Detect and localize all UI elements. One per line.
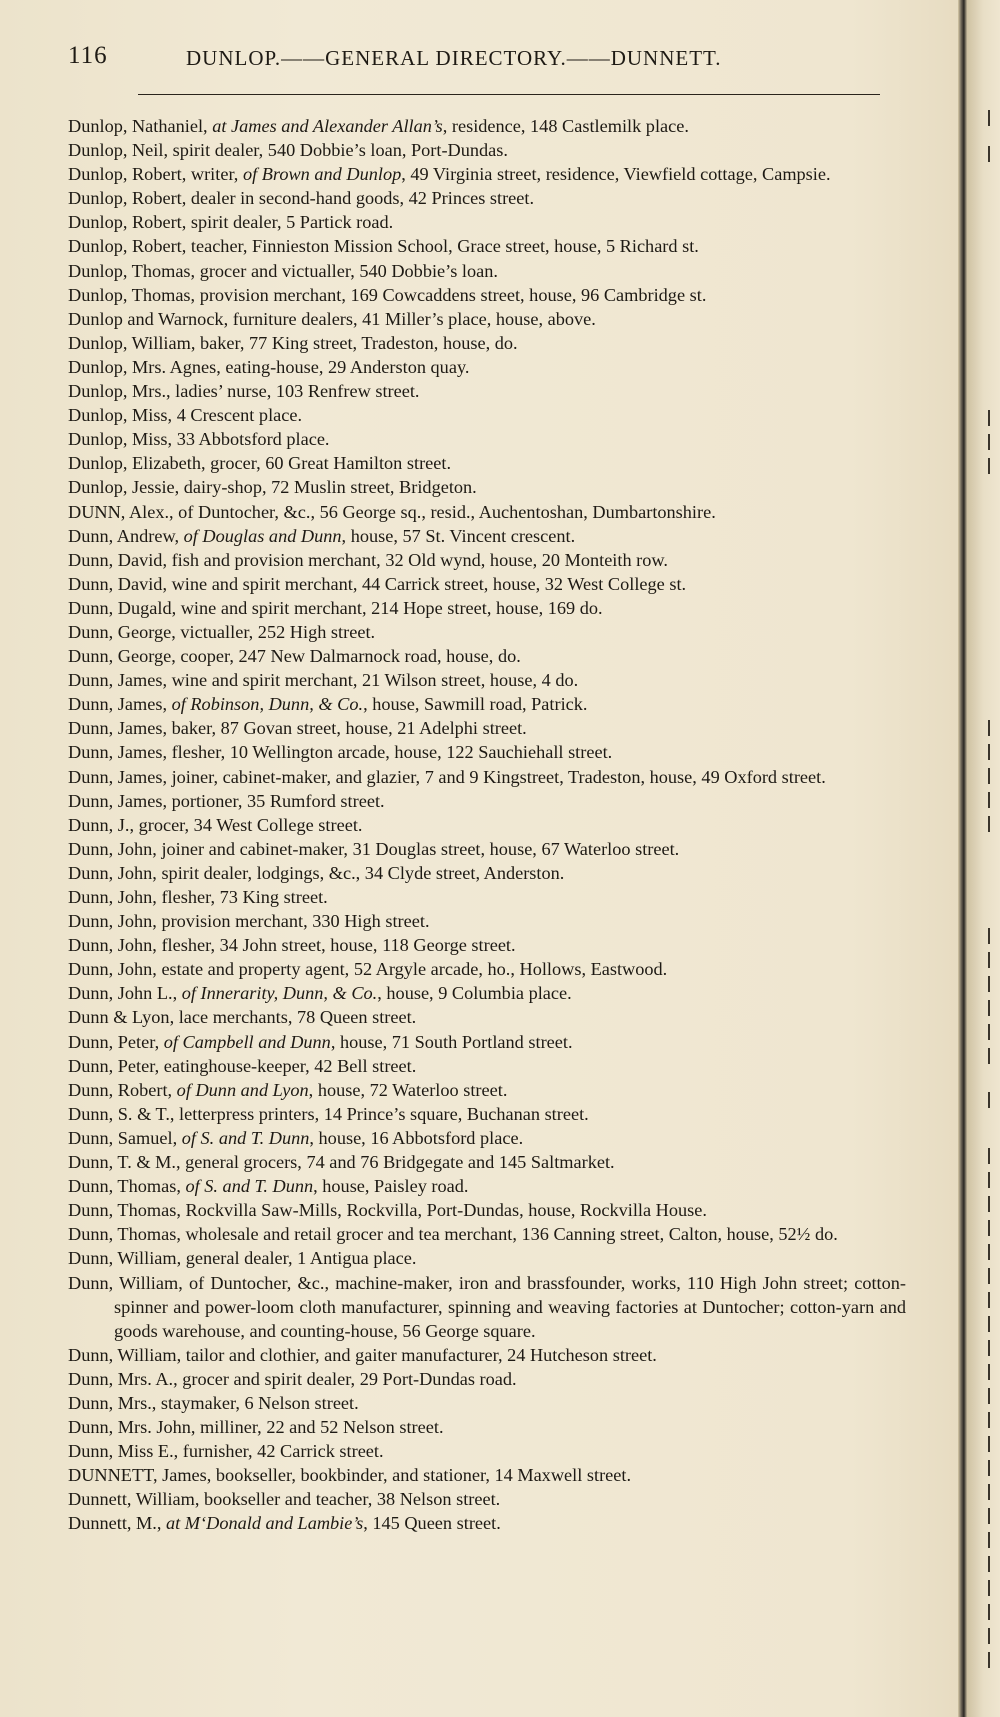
directory-entry — [68, 1391, 906, 1415]
entry-text: Dunn, John, provision merchant, 330 High street. — [68, 911, 430, 932]
entry-text: Dunn, John, estate and property agent, 52 Argyle arcade, ho., Hollows, Eastwood. — [68, 959, 668, 980]
entry-firm-italic: at James and Alexander Allan’s — [212, 116, 443, 136]
entry-text: Dunn, George, victualler, 252 High street. — [68, 621, 376, 642]
entry-text: Dunlop, Robert, teacher, Finnieston Mission School, Grace street, house, 5 Richard st. — [68, 236, 699, 257]
edge-mark — [988, 720, 998, 736]
edge-mark — [988, 1172, 998, 1188]
directory-entry — [68, 259, 906, 283]
directory-entry — [68, 1511, 906, 1535]
directory-entry — [68, 1246, 906, 1270]
directory-entry — [68, 885, 906, 909]
entry-text: Dunn, Thomas, Rockvilla Saw-Mills, Rockvilla, Port-Dundas, house, Rockvilla House. — [68, 1200, 707, 1221]
page-header — [68, 42, 878, 82]
directory-entry — [68, 1054, 906, 1078]
entry-text: Dunn, Andrew, — [68, 525, 184, 546]
entry-text-tail: , house, Paisley road. — [313, 1176, 469, 1197]
entry-firm-italic: of Douglas and Dunn — [183, 525, 342, 546]
entry-text: Dunn, James, wine and spirit merchant, 21 Wilson street, house, 4 do. — [68, 670, 579, 691]
entry-text: Dunlop, Miss, 4 Crescent place. — [68, 405, 303, 426]
entry-text: Dunn, James, baker, 87 Govan street, house, 21 Adelphi street. — [68, 718, 527, 739]
entry-text: Dunn, Miss E., furnisher, 42 Carrick street. — [68, 1441, 384, 1462]
header-rule — [138, 94, 880, 95]
directory-entry — [68, 500, 906, 524]
entry-text: Dunnett, M., — [68, 1513, 167, 1534]
directory-entry — [68, 1415, 906, 1439]
entry-text: Dunn, George, cooper, 247 New Dalmarnock road, house, do. — [68, 646, 521, 667]
edge-mark — [988, 458, 998, 474]
edge-mark — [988, 1244, 998, 1260]
directory-entry — [68, 1463, 906, 1487]
entry-text: Dunlop, Miss, 33 Abbotsford place. — [68, 429, 330, 450]
directory-entry — [68, 427, 906, 451]
entry-firm-italic: of Campbell and Dunn — [163, 1031, 331, 1052]
directory-entry — [68, 451, 906, 475]
entry-text: DUNN, Alex., of Duntocher, &c., 56 George sq., resid., Auchentoshan, Dumbartonshire. — [68, 501, 716, 522]
entry-text: Dunn, Dugald, wine and spirit merchant, 214 Hope street, house, 169 do. — [68, 597, 603, 618]
edge-mark — [988, 1292, 998, 1308]
entry-text: Dunn, John, flesher, 34 John street, house, 118 George street. — [68, 935, 516, 956]
edge-mark — [988, 410, 998, 426]
entry-text: Dunlop, Nathaniel, — [68, 116, 213, 136]
edge-mark — [988, 1388, 998, 1404]
directory-entry — [68, 1150, 906, 1174]
entry-firm-italic: of Dunn and Lyon — [176, 1079, 309, 1100]
entry-text-tail: , house, 16 Abbotsford place. — [309, 1127, 524, 1148]
entry-text: Dunlop, Robert, writer, — [68, 164, 243, 185]
entry-text: Dunnett, William, bookseller and teacher, 38 Nelson street. — [68, 1489, 501, 1510]
edge-mark — [988, 816, 998, 832]
entry-text: Dunn, John, flesher, 73 King street. — [68, 887, 328, 907]
edge-mark — [988, 1048, 998, 1064]
directory-entry — [68, 1222, 906, 1246]
entry-text: Dunn, S. & T., letterpress printers, 14 Prince’s square, Buchanan street. — [68, 1103, 589, 1124]
entry-text: Dunn, Peter, — [68, 1031, 164, 1052]
entry-text: Dunn, David, fish and provision merchant, 32 Old wynd, house, 20 Monteith row. — [68, 549, 668, 570]
entry-text: Dunlop and Warnock, furniture dealers, 41 Miller’s place, house, above. — [68, 308, 596, 329]
directory-entry — [68, 524, 906, 548]
edge-mark — [988, 792, 998, 808]
edge-mark — [988, 1532, 998, 1548]
entry-text: Dunn, Mrs., staymaker, 6 Nelson street. — [68, 1392, 359, 1413]
edge-mark — [988, 1268, 998, 1284]
edge-mark — [988, 1316, 998, 1332]
entry-text: Dunlop, Mrs., ladies’ nurse, 103 Renfrew street. — [68, 381, 420, 402]
entry-text: Dunn, James, joiner, cabinet-maker, and glazier, 7 and 9 Kingstreet, Tradeston, house, 49 Oxford street. — [68, 766, 826, 787]
directory-entry — [68, 114, 906, 138]
entry-text: Dunlop, Elizabeth, grocer, 60 Great Hamilton street. — [68, 453, 452, 474]
entry-text: Dunn, Robert, — [68, 1079, 177, 1100]
entry-text: Dunlop, Mrs. Agnes, eating-house, 29 Anderston quay. — [68, 356, 470, 377]
directory-entry — [68, 981, 906, 1005]
entry-text: Dunn, James, flesher, 10 Wellington arcade, house, 122 Sauchiehall street. — [68, 742, 613, 763]
entry-text: Dunn & Lyon, lace merchants, 78 Queen street. — [68, 1007, 417, 1028]
directory-entry — [68, 1198, 906, 1222]
edge-mark — [988, 1628, 998, 1644]
edge-mark — [988, 146, 998, 162]
entry-text: Dunlop, Jessie, dairy-shop, 72 Muslin street, Bridgeton. — [68, 477, 477, 498]
directory-entry — [68, 957, 906, 981]
directory-entry — [68, 716, 906, 740]
directory-entry — [68, 933, 906, 957]
directory-entry — [68, 596, 906, 620]
entry-firm-italic: of Innerarity, Dunn, & Co. — [181, 983, 378, 1004]
entry-text-tail: , 49 Virginia street, residence, Viewfield cottage, Campsie. — [401, 164, 831, 185]
edge-mark — [988, 1364, 998, 1380]
directory-entry — [68, 331, 906, 355]
directory-entry — [68, 1367, 906, 1391]
entry-text-tail: , house, 57 St. Vincent crescent. — [341, 525, 576, 546]
directory-entry — [68, 1487, 906, 1511]
directory-entry — [68, 740, 906, 764]
edge-mark — [988, 976, 998, 992]
edge-mark — [988, 1148, 998, 1164]
entry-text: Dunn, James, — [68, 694, 172, 715]
directory-entry — [68, 572, 906, 596]
directory-entry — [68, 548, 906, 572]
edge-mark — [988, 1652, 998, 1668]
directory-entry — [68, 909, 906, 933]
entry-text: Dunn, Samuel, — [68, 1127, 182, 1148]
directory-entry — [68, 1343, 906, 1367]
entry-text: Dunn, Thomas, wholesale and retail grocer and tea merchant, 136 Canning street, Calton, house, 52½ do. — [68, 1224, 838, 1245]
directory-entry — [68, 1439, 906, 1463]
edge-mark — [988, 1196, 998, 1212]
entry-text: Dunn, Mrs. A., grocer and spirit dealer, 29 Port-Dundas road. — [68, 1368, 517, 1389]
directory-entry — [68, 644, 906, 668]
entry-text-tail: , 145 Queen street. — [363, 1513, 501, 1534]
directory-entry — [68, 1030, 906, 1054]
directory-entry — [68, 861, 906, 885]
directory-entry — [68, 1102, 906, 1126]
edge-mark — [988, 952, 998, 968]
entry-text: Dunn, Mrs. John, milliner, 22 and 52 Nelson street. — [68, 1417, 444, 1438]
edge-mark — [988, 1460, 998, 1476]
directory-entry — [68, 813, 906, 837]
directory-entry — [68, 837, 906, 861]
entry-text: Dunn, Peter, eatinghouse-keeper, 42 Bell street. — [68, 1055, 417, 1076]
edge-mark — [988, 744, 998, 760]
entry-text-tail: , house, 72 Waterloo street. — [308, 1079, 508, 1100]
entry-text-tail: , house, 9 Columbia place. — [377, 983, 572, 1004]
edge-mark — [988, 1436, 998, 1452]
facing-page-edge — [988, 0, 1000, 1717]
directory-entry — [68, 475, 906, 499]
edge-mark — [988, 1604, 998, 1620]
entry-text-tail: , house, Sawmill road, Patrick. — [363, 694, 588, 715]
entry-text: Dunlop, Thomas, grocer and victualler, 540 Dobbie’s loan. — [68, 260, 498, 281]
entry-text: Dunn, James, portioner, 35 Rumford street. — [68, 790, 385, 811]
edge-mark — [988, 1024, 998, 1040]
edge-mark — [988, 1000, 998, 1016]
entry-text: Dunlop, Neil, spirit dealer, 540 Dobbie’s loan, Port-Dundas. — [68, 140, 508, 161]
entry-text: Dunn, William, of Duntocher, &c., machine-maker, iron and brassfounder, works, 110 High John street; cotton-spinner and power-loom cloth manufacturer, spinning and weaving factories at Duntocher; cotton-yarn and goods warehouse, and counting-house, 56 George square. — [68, 1272, 906, 1341]
directory-entry — [68, 307, 906, 331]
edge-mark — [988, 1340, 998, 1356]
directory-entry — [68, 138, 906, 162]
entry-text: Dunn, John L., — [68, 983, 182, 1004]
directory-entries — [68, 114, 906, 1536]
directory-entry — [68, 210, 906, 234]
entry-text: Dunn, Thomas, — [68, 1176, 186, 1197]
directory-entry — [68, 1005, 906, 1029]
entry-text: DUNNETT, James, bookseller, bookbinder, and stationer, 14 Maxwell street. — [68, 1465, 632, 1486]
directory-entry — [68, 403, 906, 427]
edge-mark — [988, 768, 998, 784]
entry-text: Dunn, David, wine and spirit merchant, 44 Carrick street, house, 32 West College st. — [68, 573, 687, 594]
directory-entry — [68, 765, 906, 789]
entry-text: Dunn, John, joiner and cabinet-maker, 31 Douglas street, house, 67 Waterloo street. — [68, 838, 680, 859]
entry-text-tail: , residence, 148 Castlemilk place. — [442, 116, 689, 136]
directory-entry — [68, 1174, 906, 1198]
entry-text: Dunlop, Robert, spirit dealer, 5 Partick road. — [68, 212, 394, 233]
entry-firm-italic: of Robinson, Dunn, & Co. — [171, 694, 364, 715]
directory-entry — [68, 1126, 906, 1150]
page-number: 116 — [68, 42, 108, 69]
entry-firm-italic: of S. and T. Dunn — [185, 1176, 314, 1197]
running-head: DUNLOP.——GENERAL DIRECTORY.——DUNNETT. — [186, 46, 722, 70]
entry-firm-italic: of S. and T. Dunn — [181, 1127, 310, 1148]
edge-mark — [988, 1092, 998, 1108]
edge-mark — [988, 1412, 998, 1428]
directory-entry — [68, 283, 906, 307]
entry-text: Dunlop, William, baker, 77 King street, Tradeston, house, do. — [68, 332, 518, 353]
edge-mark — [988, 928, 998, 944]
edge-mark — [988, 1508, 998, 1524]
directory-entry — [68, 234, 906, 258]
directory-entry — [68, 668, 906, 692]
entry-firm-italic: at M‘Donald and Lambie’s — [166, 1513, 364, 1534]
entry-text: Dunlop, Thomas, provision merchant, 169 Cowcaddens street, house, 96 Cambridge st. — [68, 284, 707, 305]
entry-text-tail: , house, 71 South Portland street. — [330, 1031, 573, 1052]
entry-text: Dunn, John, spirit dealer, lodgings, &c., 34 Clyde street, Anderston. — [68, 862, 565, 883]
entry-text: Dunn, J., grocer, 34 West College street. — [68, 814, 363, 835]
directory-entry — [68, 692, 906, 716]
edge-mark — [988, 110, 998, 126]
directory-entry — [68, 186, 906, 210]
entry-text: Dunn, T. & M., general grocers, 74 and 76 Bridgegate and 145 Saltmarket. — [68, 1152, 615, 1173]
directory-entry — [68, 1078, 906, 1102]
edge-mark — [988, 1484, 998, 1500]
entry-firm-italic: of Brown and Dunlop — [242, 164, 402, 185]
entry-text: Dunn, William, general dealer, 1 Antigua place. — [68, 1248, 417, 1269]
entry-text: Dunlop, Robert, dealer in second-hand goods, 42 Princes street. — [68, 188, 535, 209]
entry-text: Dunn, William, tailor and clothier, and gaiter manufacturer, 24 Hutcheson street. — [68, 1344, 657, 1365]
edge-mark — [988, 1580, 998, 1596]
directory-entry — [68, 162, 906, 186]
directory-entry — [68, 789, 906, 813]
edge-mark — [988, 434, 998, 450]
directory-entry — [68, 620, 906, 644]
directory-entry — [68, 379, 906, 403]
directory-entry — [68, 1271, 906, 1343]
edge-mark — [988, 1220, 998, 1236]
edge-mark — [988, 1556, 998, 1572]
directory-entry — [68, 355, 906, 379]
